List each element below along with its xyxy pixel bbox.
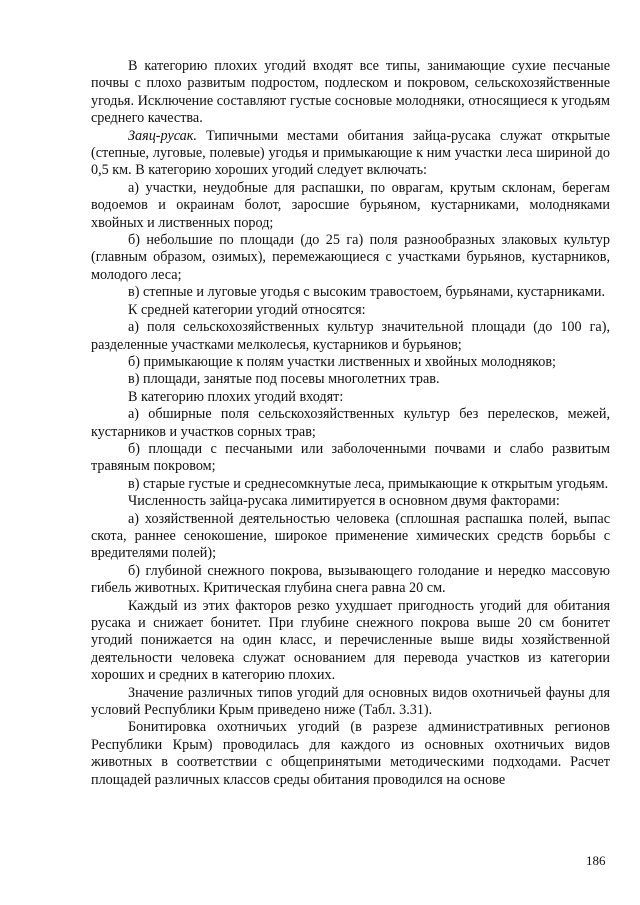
paragraph-poor-c: в) старые густые и среднесомкнутые леса, примыкающие к открытым угодьям. <box>128 475 609 492</box>
paragraph-hare-heading: Заяц-русак. Типичными местами обитания зайца-русака служат открытые (степные, луговые, полевые) угодья и примыкающие к ним участки леса шириной до 0,5 км. В категорию хороших угодий следует включать: <box>91 127 610 179</box>
paragraph-factors-intro: Численность зайца-русака лимитируется в основном двумя факторами: <box>128 493 560 510</box>
paragraph-medium-b: б) примыкающие к полям участки лиственных и хвойных молодняков; <box>128 353 556 370</box>
paragraph-medium-a: а) поля сельскохозяйственных культур значительной площади (до 100 га), разделенные участками мелколесья, кустарников и бурьянов; <box>91 319 610 353</box>
paragraph-factor-b: б) глубиной снежного покрова, вызывающего голодание и нередко массовую гибель животных. Критическая глубина снега равна 20 см. <box>91 562 610 597</box>
paragraph-medium-c: в) площади, занятые под посевы многолетних трав. <box>128 371 440 388</box>
paragraph-good-b: б) небольшие по площади (до 25 га) поля разнообразных злаковых культур (главным образом, озимых), перемежающиеся с участками бурьянов, кустарников, молодого леса; <box>91 232 610 283</box>
page-number: 186 <box>586 853 606 868</box>
paragraph-factors-effect: Каждый из этих факторов резко ухудшает пригодность угодий для обитания русака и снижает бонитет. При глубине снежного покрова выше 20 см бонитет угодий понижается на один класс, и перечисленные выше виды хозяйственной деятельности человека служат основанием для перевода участков из категории хороших и средних в категорию плохих. <box>91 597 610 684</box>
paragraph-poor-b: б) площади с песчаными или заболоченными почвами и слабо развитым травяным покровом; <box>91 440 610 475</box>
paragraph-bonitation: Бонитировка охотничьих угодий (в разрезе административных регионов Республики Крым) проводилась для каждого из основных охотничьих видов животных в соответствии с общепринятыми методическими подходами. Расчет площадей различных классов среды обитания проводился на основе <box>91 719 610 788</box>
paragraph-table-reference: Значение различных типов угодий для основных видов охотничьей фауны для условий Республики Крым приведено ниже (Табл. 3.31). <box>91 684 610 719</box>
paragraph-poor-lands-intro: В категорию плохих угодий входят все типы, занимающие сухие песчаные почвы с плохо развитым подростом, подлеском и покровом, сельскохозяйственные угодья. Исключение составляют густые сосновые молодняки, относящиеся к угодьям среднего качества. <box>91 58 610 127</box>
paragraph-poor-a: а) обширные поля сельскохозяйственных культур без перелесков, межей, кустарников и участков сорных трав; <box>91 406 610 440</box>
paragraph-medium-intro: К средней категории угодий относятся: <box>128 301 366 318</box>
body-text <box>91 58 610 789</box>
paragraph-good-c: в) степные и луговые угодья с высоким травостоем, бурьянами, кустарниками. <box>128 284 606 301</box>
paragraph-factor-a: а) хозяйственной деятельностью человека (сплошная распашка полей, выпас скота, раннее сенокошение, широкое применение химических средств борьбы с вредителями полей); <box>91 510 610 562</box>
paragraph-good-a: а) участки, неудобные для распашки, по оврагам, крутым склонам, берегам водоемов и окраинам болот, заросшие бурьяном, кустарниками, молодняками хвойных и лиственных пород; <box>91 179 610 231</box>
paragraph-poor-intro: В категорию плохих угодий входят: <box>128 388 344 405</box>
species-heading: Заяц-русак. <box>128 127 197 144</box>
